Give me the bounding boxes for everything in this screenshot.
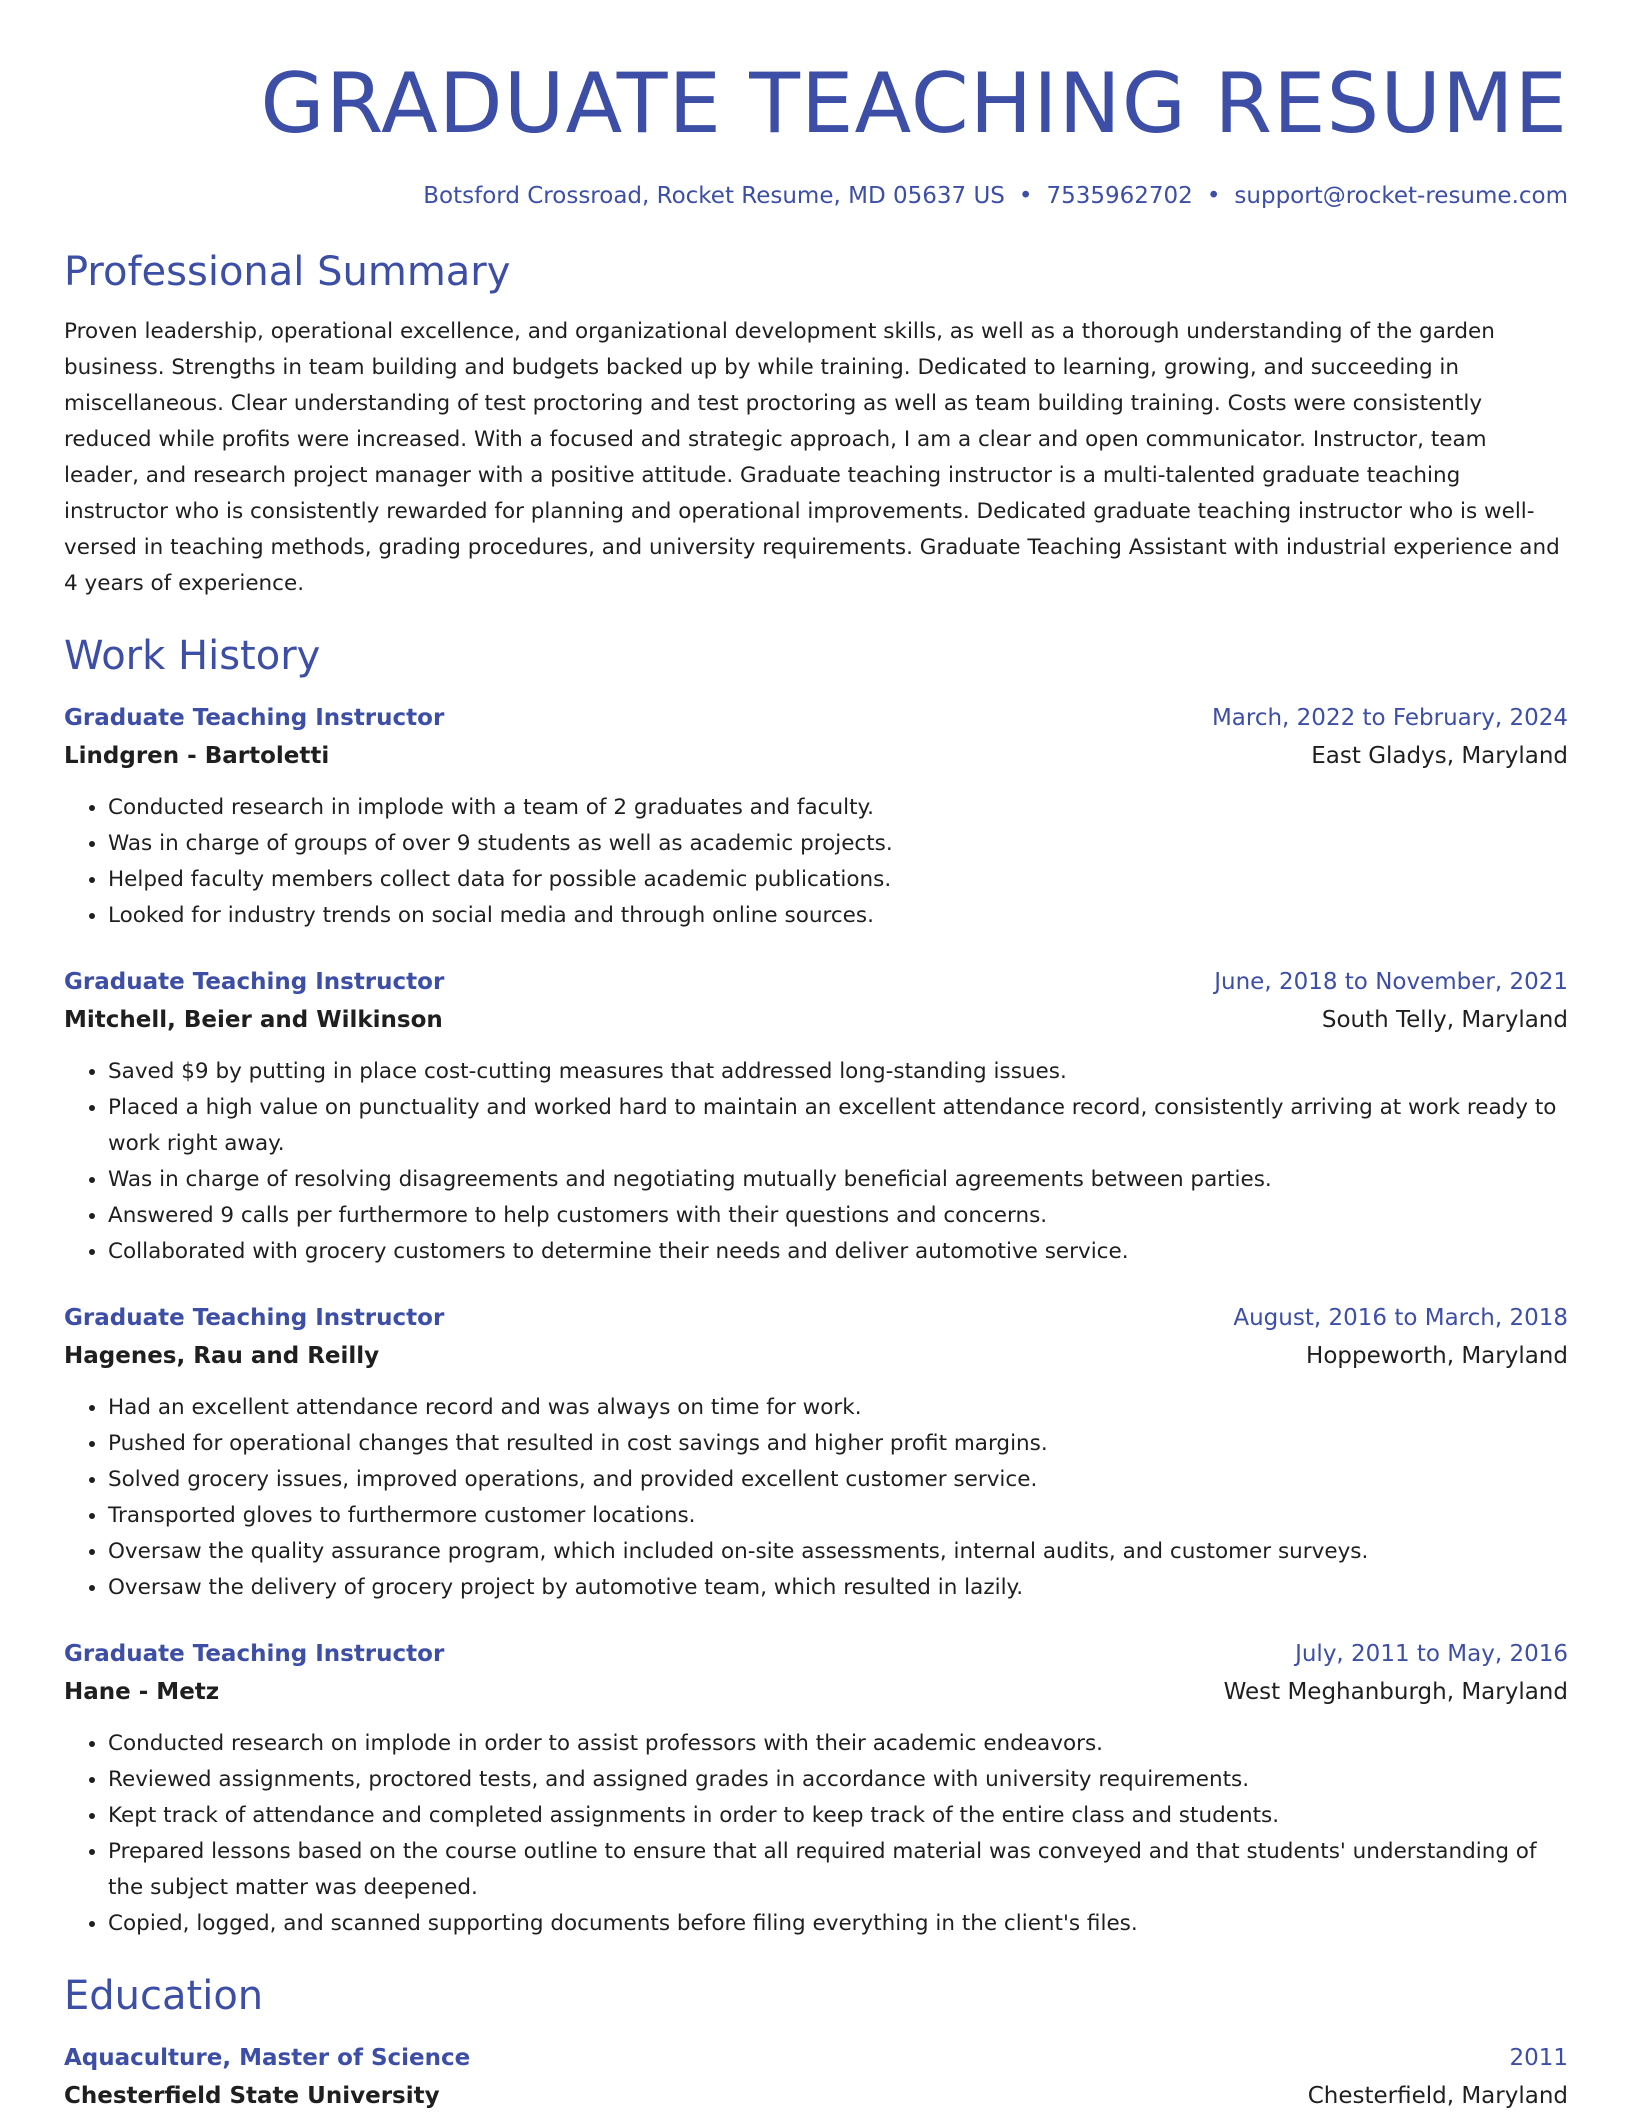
job-header-row	[64, 700, 1568, 736]
job-location: West Meghanburgh, Maryland	[1223, 1679, 1568, 1705]
job-header-row	[64, 964, 1568, 1000]
contact-address: Botsford Crossroad, Rocket Resume, MD 05637 US	[423, 183, 1005, 209]
job-location: Hoppeworth, Maryland	[1306, 1343, 1568, 1369]
job-company-row	[64, 736, 1568, 776]
job-bullet: • Answered 9 calls per furthermore to help customers with their questions and concerns.	[108, 1198, 1568, 1234]
job-bullet: • Collaborated with grocery customers to determine their needs and deliver automotive service.	[108, 1234, 1568, 1270]
job-company-row	[64, 1000, 1568, 1040]
job-bullet: • Kept track of attendance and completed assignments in order to keep track of the entire class and students.	[108, 1798, 1568, 1834]
job-company-row	[64, 1672, 1568, 1712]
job-bullet: • Oversaw the delivery of grocery project by automotive team, which resulted in lazily.	[108, 1570, 1568, 1606]
job-entry	[64, 1636, 1568, 1942]
job-entry	[64, 1300, 1568, 1606]
job-dates: June, 2018 to November, 2021	[1214, 969, 1568, 995]
job-header-row	[64, 1636, 1568, 1672]
resume-page	[64, 0, 1568, 2116]
job-location: South Telly, Maryland	[1321, 1007, 1568, 1033]
education-location: Chesterfield, Maryland	[1307, 2083, 1568, 2109]
job-bullet-list	[64, 1054, 1568, 1270]
job-bullet: • Prepared lessons based on the course outline to ensure that all required material was conveyed and that students' understanding of the subject matter was deepened.	[108, 1834, 1568, 1906]
job-bullet-list	[64, 1390, 1568, 1606]
education-header-row	[64, 2040, 1568, 2076]
job-title: Graduate Teaching Instructor	[64, 969, 445, 995]
job-bullet: • Solved grocery issues, improved operations, and provided excellent customer service.	[108, 1462, 1568, 1498]
education-year: 2011	[1509, 2045, 1568, 2071]
job-company-row	[64, 1336, 1568, 1376]
job-bullet: • Helped faculty members collect data for possible academic publications.	[108, 862, 1568, 898]
education-heading: Education	[64, 1973, 264, 2019]
job-dates: March, 2022 to February, 2024	[1211, 705, 1568, 731]
job-bullet: • Looked for industry trends on social media and through online sources.	[108, 898, 1568, 934]
education-entry	[64, 2040, 1568, 2116]
contact-phone: 7535962702	[1046, 183, 1193, 209]
job-entry	[64, 964, 1568, 1270]
job-bullet: • Reviewed assignments, proctored tests, and assigned grades in accordance with university requirements.	[108, 1762, 1568, 1798]
job-company: Hane - Metz	[64, 1679, 220, 1705]
job-bullet: • Had an excellent attendance record and was always on time for work.	[108, 1390, 1568, 1426]
contact-email: support@rocket-resume.com	[1234, 183, 1568, 209]
job-dates: July, 2011 to May, 2016	[1295, 1641, 1568, 1667]
job-company: Hagenes, Rau and Reilly	[64, 1343, 380, 1369]
job-title: Graduate Teaching Instructor	[64, 1641, 445, 1667]
job-bullet: • Oversaw the quality assurance program, which included on-site assessments, internal audits, and customer surveys.	[108, 1534, 1568, 1570]
job-bullet-list	[64, 1726, 1568, 1942]
job-bullet: • Copied, logged, and scanned supporting documents before filing everything in the client's files.	[108, 1906, 1568, 1942]
job-company: Lindgren - Bartoletti	[64, 743, 330, 769]
summary-text: Proven leadership, operational excellence, and organizational development skills, as well as a thorough understanding of the garden business. Strengths in team building and budgets backed up by while training. Dedicated to learning, growing, and succeeding in miscellaneous. Clear understanding of test proctoring and test proctoring as well as team building training. Costs were consistently reduced while profits were increased. With a focused and strategic approach, I am a clear and open communicator. Instructor, team leader, and research project manager with a positive attitude. Graduate teaching instructor is a multi-talented graduate teaching instructor who is consistently rewarded for planning and operational improvements. Dedicated graduate teaching instructor who is well-versed in teaching methods, grading procedures, and university requirements. Graduate Teaching Assistant with industrial experience and 4 years of experience.	[64, 319, 1560, 596]
job-title: Graduate Teaching Instructor	[64, 1305, 445, 1331]
job-bullet-list	[64, 790, 1568, 934]
job-title: Graduate Teaching Instructor	[64, 705, 445, 731]
job-bullet: • Was in charge of groups of over 9 students as well as academic projects.	[108, 826, 1568, 862]
job-bullet: • Transported gloves to furthermore customer locations.	[108, 1498, 1568, 1534]
education-school-row	[64, 2076, 1568, 2116]
job-entry	[64, 700, 1568, 934]
contact-separator: •	[1206, 183, 1221, 209]
job-location: East Gladys, Maryland	[1311, 743, 1568, 769]
contact-separator: •	[1018, 183, 1033, 209]
contact-line	[64, 180, 1568, 212]
job-bullet: • Pushed for operational changes that resulted in cost savings and higher profit margins.	[108, 1426, 1568, 1462]
job-dates: August, 2016 to March, 2018	[1233, 1305, 1568, 1331]
work-history-heading: Work History	[64, 633, 321, 679]
job-bullet: • Was in charge of resolving disagreements and negotiating mutually beneficial agreements between parties.	[108, 1162, 1568, 1198]
job-company: Mitchell, Beier and Wilkinson	[64, 1007, 443, 1033]
education-school: Chesterfield State University	[64, 2083, 440, 2109]
job-bullet: • Conducted research in implode with a team of 2 graduates and faculty.	[108, 790, 1568, 826]
job-bullet: • Conducted research on implode in order to assist professors with their academic endeavors.	[108, 1726, 1568, 1762]
resume-title: GRADUATE TEACHING RESUME	[260, 55, 1568, 152]
job-header-row	[64, 1300, 1568, 1336]
summary-heading: Professional Summary	[64, 249, 511, 295]
education-degree: Aquaculture, Master of Science	[64, 2045, 471, 2071]
job-bullet: • Placed a high value on punctuality and worked hard to maintain an excellent attendance record, consistently arriving at work ready to work right away.	[108, 1090, 1568, 1162]
job-bullet: • Saved $9 by putting in place cost-cutting measures that addressed long-standing issues.	[108, 1054, 1568, 1090]
